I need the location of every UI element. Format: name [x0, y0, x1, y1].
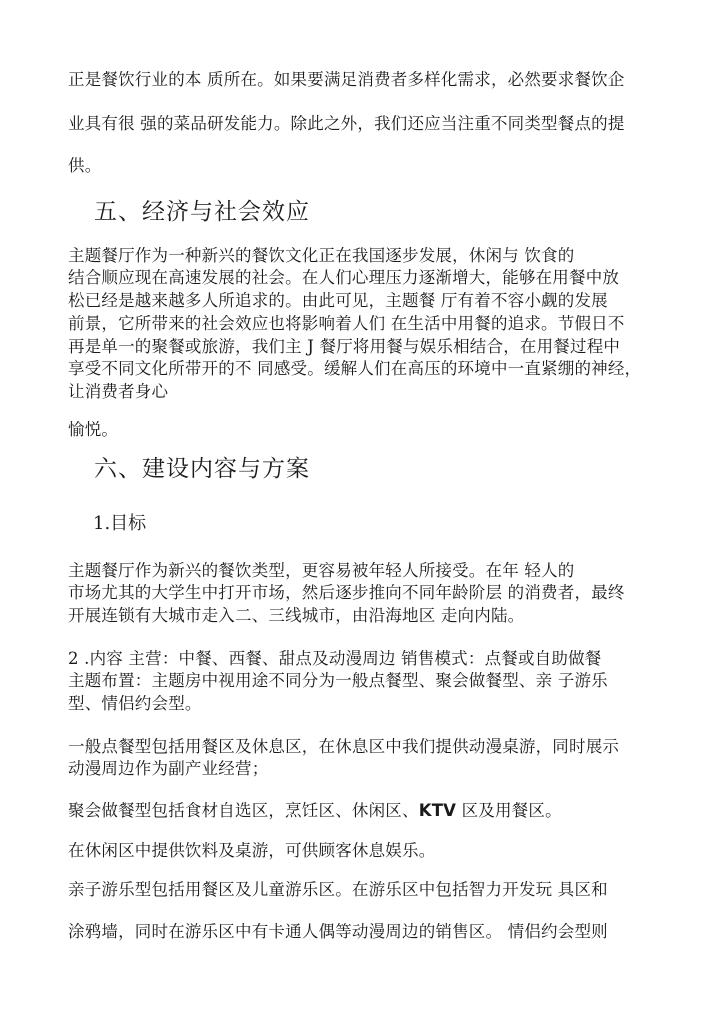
paragraph-line: 结合顺应现在高速发展的社会。在人们心理压力逐渐增大，能够在用餐中放 [68, 268, 620, 287]
paragraph-line: 一般点餐型包括用餐区及休息区，在休息区中我们提供动漫桌游，同时展示 [68, 737, 620, 756]
paragraph-line [68, 797, 562, 821]
paragraph-line: 主题餐厅作为一种新兴的餐饮文化正在我国逐步发展，休闲与 饮食的 [68, 246, 575, 265]
paragraph-line: 型、情侣约会型。 [68, 694, 202, 713]
subsection-heading-goal: 1.目标 [93, 513, 147, 534]
paragraph-line: 动漫周边作为副产业经营； [68, 759, 269, 778]
paragraph-line: 松已经是越来越多人所追求的。由此可见，主题餐 厅有着不容小觑的发展 [68, 291, 608, 310]
paragraph-line: 享受不同文化所带开的不 同感受。缓解人们在高压的环境中一直紧绷的神经， [68, 359, 642, 378]
paragraph-line: 市场尤其的大学生中打开市场，然后逐步推向不同年龄阶层 的消费者，最终 [68, 583, 625, 602]
paragraph-line: 供。 [68, 156, 102, 175]
section-heading-5: 五、经济与社会效应 [94, 199, 310, 225]
ktv-text: KTV [418, 801, 457, 820]
paragraph-line: 业具有很 强的菜品研发能力。除此之外，我们还应当注重不同类型餐点的提 [68, 114, 625, 133]
section-heading-6: 六、建设内容与方案 [94, 456, 310, 482]
paragraph-line: 主题布置：主题房中视用途不同分为一般点餐型、聚会做餐型、亲 子游乐 [68, 671, 608, 690]
paragraph-line: 前景，它所带来的社会效应也将影响着人们 在生活中用餐的追求。节假日不 [68, 314, 625, 333]
text-run: 聚会做餐型包括食材自选区，烹饪区、休闲区、 [68, 801, 419, 820]
paragraph-line: 愉悦。 [68, 420, 119, 439]
paragraph-line: 在休闲区中提供饮料及桌游，可供顾客休息娱乐。 [68, 841, 436, 860]
paragraph-line: 再是单一的聚餐或旅游，我们主 J 餐厅将用餐与娱乐相结合，在用餐过程中 [68, 337, 621, 356]
paragraph-line: 亲子游乐型包括用餐区及儿童游乐区。在游乐区中包括智力开发玩 具区和 [68, 880, 608, 899]
paragraph-line: 正是餐饮行业的本 质所在。如果要满足消费者多样化需求，必然要求餐饮企 [68, 70, 625, 89]
paragraph-line: 让消费者身心 [68, 382, 169, 401]
paragraph-line: 开展连锁有大城市走入二、三线城市，由沿海地区 走向内陆。 [68, 606, 525, 625]
text-run: 区及用餐区。 [456, 801, 562, 820]
paragraph-line: 2 .内容 主营：中餐、西餐、甜点及动漫周边 销售模式：点餐或自助做餐 [68, 649, 602, 668]
paragraph-line: 涂鸦墙，同时在游乐区中有卡通人偶等动漫周边的销售区。 情侣约会型则 [68, 922, 608, 941]
paragraph-line: 主题餐厅作为新兴的餐饮类型，更容易被年轻人所接受。在年 轻人的 [68, 561, 575, 580]
